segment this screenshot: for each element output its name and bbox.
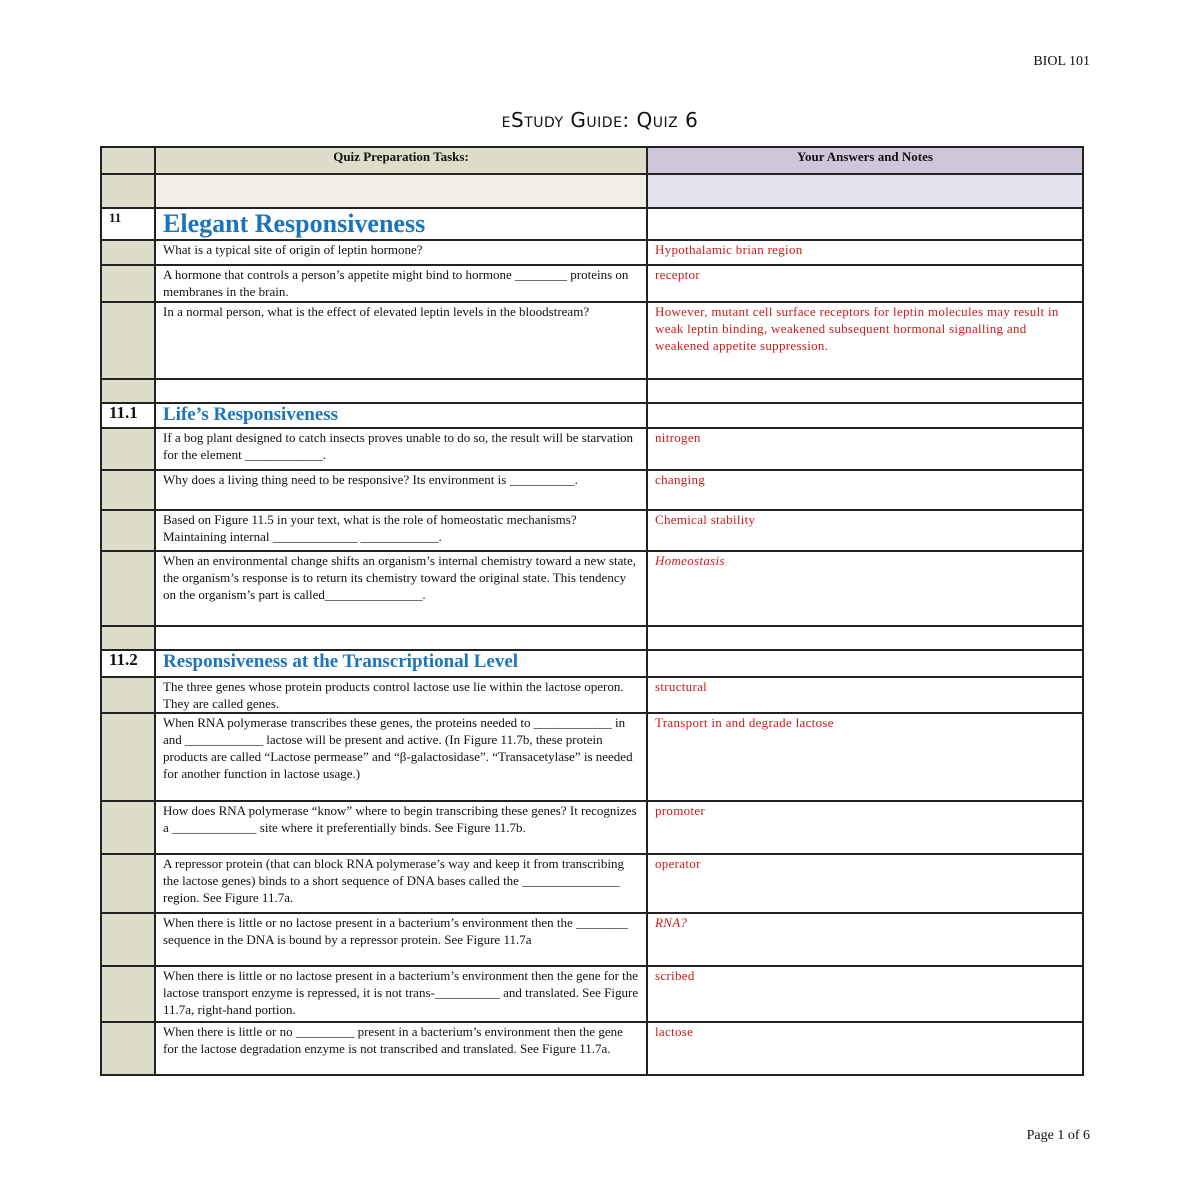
question-text: How does RNA polymerase “know” where to begin transcribing these genes? It recognizes a _____________ site where it preferentially binds. See Figure 11.7b.	[155, 801, 647, 854]
answer-text[interactable]: operator	[647, 854, 1083, 913]
question-text: The three genes whose protein products control lactose use lie within the lactose operon. They are called genes.	[155, 677, 647, 713]
table-row	[101, 510, 1083, 551]
spacer-row	[101, 379, 1083, 403]
answer-text[interactable]: scribed	[647, 966, 1083, 1022]
question-text: When RNA polymerase transcribes these genes, the proteins needed to ____________ in and ____________ lactose will be present and active. (In Figure 11.7b, these protein products are called “Lactose permease” and “β-galactosidase”. “Transacetylase” is needed for another function in lactose usage.)	[155, 713, 647, 801]
tasks-column-header: Quiz Preparation Tasks:	[155, 147, 647, 174]
table-row	[101, 428, 1083, 470]
answer-text[interactable]: Chemical stability	[647, 510, 1083, 551]
answer-text[interactable]: lactose	[647, 1022, 1083, 1075]
question-text: What is a typical site of origin of leptin hormone?	[155, 240, 647, 265]
question-text: A hormone that controls a person’s appetite might bind to hormone ________ proteins on membranes in the brain.	[155, 265, 647, 302]
question-text: When there is little or no _________ present in a bacterium’s environment then the gene for the lactose degradation enzyme is not transcribed and translated. See Figure 11.7a.	[155, 1022, 647, 1075]
answer-text[interactable]: Transport in and degrade lactose	[647, 713, 1083, 801]
answer-text[interactable]: promoter	[647, 801, 1083, 854]
section-number: 11.2	[101, 650, 155, 677]
section-heading-row	[101, 208, 1083, 240]
table-row	[101, 713, 1083, 801]
answer-text[interactable]: Homeostasis	[647, 551, 1083, 626]
answer-text[interactable]: However, mutant cell surface receptors for leptin molecules may result in weak leptin binding, weakened subsequent hormonal signalling and weakened appetite suppression.	[647, 302, 1083, 379]
section-number: 11.1	[101, 403, 155, 428]
answer-text[interactable]: receptor	[647, 265, 1083, 302]
study-guide-table	[100, 146, 1084, 1076]
answer-text[interactable]: Hypothalamic brian region	[647, 240, 1083, 265]
table-row	[101, 302, 1083, 379]
course-code: BIOL 101	[1033, 54, 1090, 69]
answers-column-header: Your Answers and Notes	[647, 147, 1083, 174]
answer-text[interactable]: nitrogen	[647, 428, 1083, 470]
table-row	[101, 913, 1083, 966]
table-row	[101, 801, 1083, 854]
number-column-header	[101, 147, 155, 174]
section-title: Elegant Responsiveness	[155, 208, 647, 240]
question-text: When there is little or no lactose present in a bacterium’s environment then the ________ sequence in the DNA is bound by a repressor protein. See Figure 11.7a	[155, 913, 647, 966]
table-row	[101, 677, 1083, 713]
page-title: eStudy Guide: Quiz 6	[501, 108, 699, 132]
section-title: Responsiveness at the Transcriptional Level	[155, 650, 647, 677]
page-number: Page 1 of 6	[1026, 1128, 1090, 1143]
table-row	[101, 854, 1083, 913]
section-number: 11	[101, 208, 155, 240]
section-heading-row	[101, 650, 1083, 677]
question-text: A repressor protein (that can block RNA polymerase’s way and keep it from transcribing the lactose genes) binds to a short sequence of DNA bases called the _______________ region. See Figure 11.7a.	[155, 854, 647, 913]
section-title: Life’s Responsiveness	[155, 403, 647, 428]
answer-text[interactable]: changing	[647, 470, 1083, 510]
question-text: Based on Figure 11.5 in your text, what is the role of homeostatic mechanisms? Maintaining internal _____________ ____________.	[155, 510, 647, 551]
answer-text[interactable]: structural	[647, 677, 1083, 713]
question-text: In a normal person, what is the effect of elevated leptin levels in the bloodstream?	[155, 302, 647, 379]
question-text: If a bog plant designed to catch insects proves unable to do so, the result will be starvation for the element ____________.	[155, 428, 647, 470]
blank-subheader-row	[101, 174, 1083, 208]
table-row	[101, 470, 1083, 510]
table-row	[101, 551, 1083, 626]
table-row	[101, 240, 1083, 265]
table-row	[101, 1022, 1083, 1075]
question-text: When there is little or no lactose present in a bacterium’s environment then the gene for the lactose transport enzyme is repressed, it is not trans-__________ and translated. See Figure 11.7a, right-hand portion.	[155, 966, 647, 1022]
table-row	[101, 966, 1083, 1022]
table-row	[101, 265, 1083, 302]
table-header-row	[101, 147, 1083, 174]
question-text: When an environmental change shifts an organism’s internal chemistry toward a new state, the organism’s response is to return its chemistry toward the original state. This tendency on the organism’s part is called_______________.	[155, 551, 647, 626]
section-heading-row	[101, 403, 1083, 428]
answer-text[interactable]: RNA?	[647, 913, 1083, 966]
question-text: Why does a living thing need to be responsive? Its environment is __________.	[155, 470, 647, 510]
spacer-row	[101, 626, 1083, 650]
